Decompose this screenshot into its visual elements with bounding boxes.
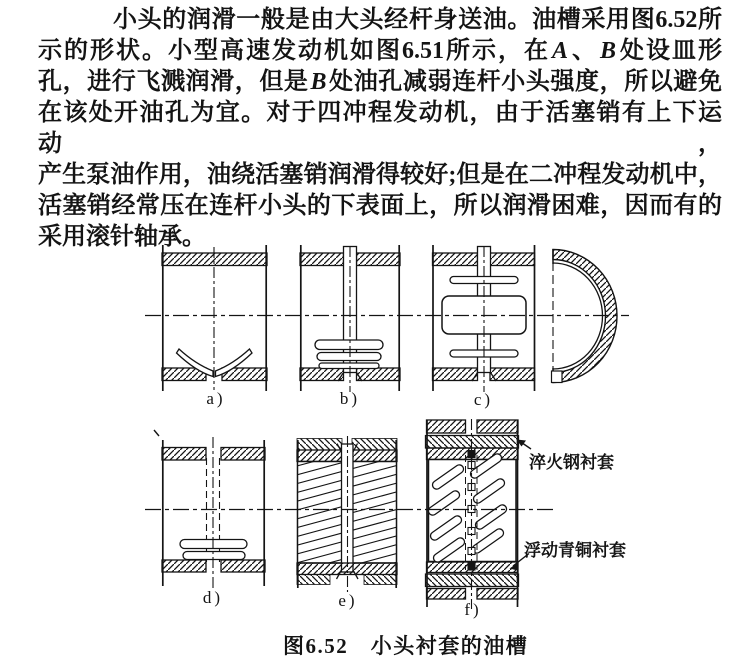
diagram-a-scoop-groove-bushing: [162, 245, 267, 391]
paragraph-text: 处设皿形: [618, 38, 723, 64]
cross-groove: [315, 340, 383, 350]
paragraph-text: 小头的润滑一般是由大头经杆身送油。油槽采用图6.52所: [113, 7, 722, 33]
figure-caption: 图6.52 小头衬套的油槽: [283, 634, 529, 658]
paragraph-text: 孔，进行飞溅润滑，但是: [38, 69, 309, 95]
paragraph-text: 采用滚针轴承。: [38, 224, 206, 250]
label-c: c): [473, 390, 494, 409]
diagram-c-pocket-groove-bushing: [433, 245, 535, 392]
label-e: e): [338, 591, 358, 610]
label-f: f): [464, 600, 482, 619]
label-a: a): [206, 389, 226, 408]
paragraph-text: 产生泵油作用，油绕活塞销润滑得较好;但是在二冲程发动机中，: [38, 162, 722, 188]
ref-letter-b: B: [310, 69, 327, 95]
cross-groove: [183, 552, 245, 560]
figure-652-diagrams: [0, 235, 738, 630]
cross-groove: [317, 353, 381, 361]
paragraph-line-4: [38, 98, 722, 160]
paragraph-line-1: [38, 5, 722, 36]
diagram-f-dual-bushing: [426, 419, 519, 609]
paragraph-line-2: [38, 36, 722, 67]
diagram-e-spiral-groove-bushing: [297, 436, 397, 592]
bronze-sleeve-bottom: [427, 562, 519, 573]
annotation-steel-bushing: 淬火钢衬套: [529, 453, 614, 472]
ref-letter-b: B: [600, 38, 617, 64]
label-d: d): [202, 588, 224, 607]
diagram-b-axial-slot-bushing: [300, 245, 400, 392]
paragraph-text: 示的形状。小型高速发动机如图6.51所示，在: [38, 38, 550, 64]
ref-letter-a: A: [551, 38, 568, 64]
paragraph-line-5: [38, 160, 722, 191]
annotation-bronze-bushing: 浮动青铜衬套: [524, 541, 626, 560]
paragraph-text: 活塞销经常压在连杆小头的下表面上，所以润滑困难，因而有的: [38, 193, 722, 219]
paragraph-text: 、: [570, 38, 598, 64]
paragraph-line-6: [38, 191, 722, 222]
cross-groove: [319, 363, 379, 369]
paragraph-line-3: [38, 67, 722, 98]
label-b: b): [339, 389, 361, 408]
body-paragraph: [38, 5, 722, 253]
paragraph-text: 在该处开油孔为宜。对于四冲程发动机，由于活塞销有上下运动，: [38, 100, 722, 157]
paragraph-text: 处油孔减弱连杆小头强度，所以避免: [328, 69, 723, 95]
